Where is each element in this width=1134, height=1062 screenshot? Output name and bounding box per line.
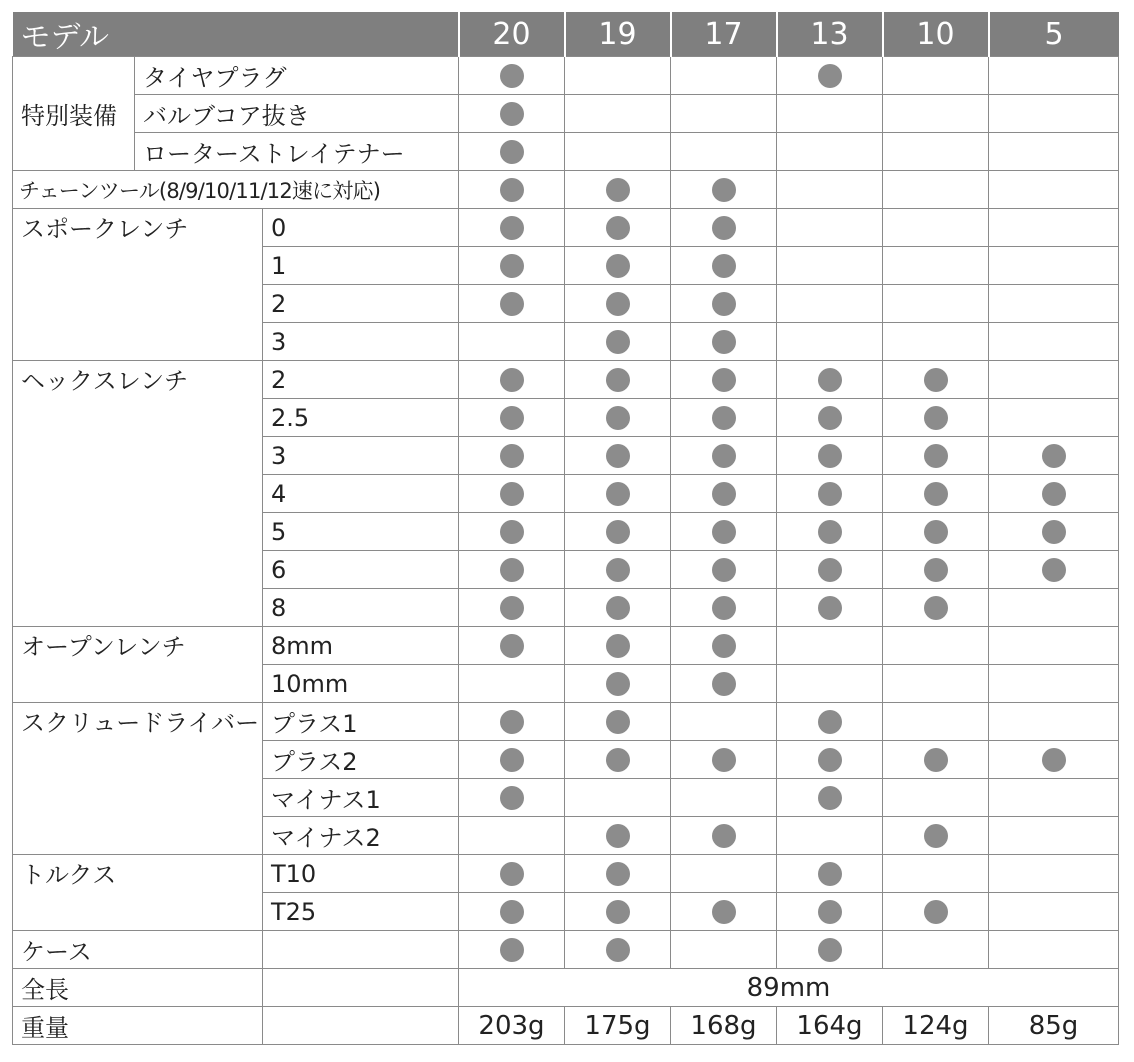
mark-cell [989,399,1119,437]
filled-dot-icon [606,216,630,240]
mark-cell [883,57,989,95]
mark-cell [459,551,565,589]
mark-cell [989,665,1119,703]
item-label: 10mm [263,665,459,703]
mark-cell [777,361,883,399]
mark-cell [989,893,1119,931]
mark-cell [671,133,777,171]
filled-dot-icon [712,558,736,582]
mark-cell [989,551,1119,589]
filled-dot-icon [500,520,524,544]
filled-dot-icon [924,444,948,468]
mark-cell [989,361,1119,399]
mark-cell [459,247,565,285]
filled-dot-icon [712,444,736,468]
filled-dot-icon [924,368,948,392]
mark-cell [777,171,883,209]
mark-cell [459,361,565,399]
mark-cell [565,893,671,931]
filled-dot-icon [500,900,524,924]
mark-cell [777,779,883,817]
filled-dot-icon [606,330,630,354]
model-column-header: 10 [883,12,989,57]
filled-dot-icon [606,406,630,430]
mark-cell [989,171,1119,209]
mark-cell [883,133,989,171]
mark-cell [565,361,671,399]
mark-cell [989,589,1119,627]
mark-cell [459,931,565,969]
mark-cell [883,399,989,437]
filled-dot-icon [1042,444,1066,468]
mark-cell [459,95,565,133]
mark-cell [883,285,989,323]
weight-value: 175g [565,1007,671,1045]
filled-dot-icon [818,406,842,430]
filled-dot-icon [712,634,736,658]
item-label: 3 [263,323,459,361]
mark-cell [565,57,671,95]
filled-dot-icon [500,558,524,582]
filled-dot-icon [500,102,524,126]
filled-dot-icon [712,520,736,544]
mark-cell [989,57,1119,95]
filled-dot-icon [500,406,524,430]
mark-cell [565,513,671,551]
mark-cell [989,741,1119,779]
model-header: モデル [13,12,459,57]
mark-cell [459,589,565,627]
filled-dot-icon [712,216,736,240]
length-row [13,969,1119,1007]
mark-cell [671,209,777,247]
filled-dot-icon [818,368,842,392]
mark-cell [777,323,883,361]
filled-dot-icon [818,938,842,962]
table-row [13,361,1119,399]
category-label: トルクス [13,855,263,931]
filled-dot-icon [500,254,524,278]
mark-cell [671,703,777,741]
spec-table [12,12,1119,1045]
mark-cell [671,399,777,437]
item-label: T25 [263,893,459,931]
mark-cell [565,171,671,209]
mark-cell [565,475,671,513]
mark-cell [883,171,989,209]
mark-cell [565,399,671,437]
mark-cell [989,95,1119,133]
mark-cell [459,817,565,855]
mark-cell [671,817,777,855]
filled-dot-icon [924,900,948,924]
item-label: プラス1 [263,703,459,741]
mark-cell [777,931,883,969]
item-label: 6 [263,551,459,589]
mark-cell [777,703,883,741]
mark-cell [565,627,671,665]
filled-dot-icon [500,862,524,886]
filled-dot-icon [606,710,630,734]
filled-dot-icon [606,938,630,962]
item-label: 8 [263,589,459,627]
mark-cell [989,779,1119,817]
mark-cell [777,399,883,437]
mark-cell [883,703,989,741]
item-label: 1 [263,247,459,285]
mark-cell [989,247,1119,285]
category-label: ヘックスレンチ [13,361,263,627]
mark-cell [671,475,777,513]
mark-cell [671,513,777,551]
category-label: スクリュードライバー [13,703,263,855]
item-label: T10 [263,855,459,893]
mark-cell [883,95,989,133]
filled-dot-icon [606,444,630,468]
item-label [263,931,459,969]
empty-cell [263,1007,459,1045]
mark-cell [777,285,883,323]
mark-cell [459,665,565,703]
filled-dot-icon [606,254,630,278]
length-label: 全長 [13,969,263,1007]
category-label: ケース [13,931,263,969]
mark-cell [671,95,777,133]
filled-dot-icon [606,900,630,924]
filled-dot-icon [606,748,630,772]
mark-cell [777,133,883,171]
filled-dot-icon [500,140,524,164]
mark-cell [565,285,671,323]
filled-dot-icon [818,862,842,886]
mark-cell [989,209,1119,247]
filled-dot-icon [500,482,524,506]
filled-dot-icon [924,482,948,506]
item-label: 2.5 [263,399,459,437]
filled-dot-icon [606,862,630,886]
item-label: 4 [263,475,459,513]
item-label: 3 [263,437,459,475]
table-row [13,209,1119,247]
filled-dot-icon [712,368,736,392]
mark-cell [883,855,989,893]
model-column-header: 13 [777,12,883,57]
filled-dot-icon [500,178,524,202]
mark-cell [777,57,883,95]
mark-cell [777,817,883,855]
filled-dot-icon [1042,520,1066,544]
mark-cell [883,209,989,247]
length-value: 89mm [459,969,1119,1007]
filled-dot-icon [924,558,948,582]
weight-label: 重量 [13,1007,263,1045]
filled-dot-icon [500,216,524,240]
mark-cell [883,627,989,665]
filled-dot-icon [500,748,524,772]
item-label: 0 [263,209,459,247]
category-label: チェーンツール(8/9/10/11/12速に対応) [13,171,459,209]
mark-cell [777,741,883,779]
model-column-header: 19 [565,12,671,57]
mark-cell [883,475,989,513]
filled-dot-icon [500,368,524,392]
filled-dot-icon [712,824,736,848]
header-row [13,12,1119,57]
filled-dot-icon [712,254,736,278]
item-label: タイヤプラグ [135,57,459,95]
weight-value: 164g [777,1007,883,1045]
filled-dot-icon [606,634,630,658]
mark-cell [671,171,777,209]
filled-dot-icon [924,748,948,772]
mark-cell [777,437,883,475]
table-row [13,95,1119,133]
filled-dot-icon [924,406,948,430]
mark-cell [565,133,671,171]
item-label: 5 [263,513,459,551]
mark-cell [989,703,1119,741]
mark-cell [671,627,777,665]
mark-cell [671,589,777,627]
mark-cell [459,437,565,475]
mark-cell [883,247,989,285]
weight-value: 168g [671,1007,777,1045]
filled-dot-icon [818,748,842,772]
mark-cell [459,171,565,209]
mark-cell [565,703,671,741]
filled-dot-icon [606,672,630,696]
mark-cell [671,285,777,323]
mark-cell [671,57,777,95]
filled-dot-icon [500,634,524,658]
mark-cell [565,209,671,247]
model-column-header: 17 [671,12,777,57]
filled-dot-icon [606,368,630,392]
table-row [13,133,1119,171]
filled-dot-icon [712,178,736,202]
mark-cell [989,627,1119,665]
mark-cell [989,475,1119,513]
table-row [13,931,1119,969]
mark-cell [671,893,777,931]
mark-cell [777,95,883,133]
filled-dot-icon [1042,482,1066,506]
filled-dot-icon [712,406,736,430]
filled-dot-icon [500,596,524,620]
empty-cell [263,969,459,1007]
mark-cell [989,285,1119,323]
table-row [13,855,1119,893]
mark-cell [777,513,883,551]
filled-dot-icon [606,292,630,316]
mark-cell [565,323,671,361]
item-label: マイナス1 [263,779,459,817]
filled-dot-icon [500,64,524,88]
mark-cell [565,855,671,893]
mark-cell [565,741,671,779]
item-label: バルブコア抜き [135,95,459,133]
filled-dot-icon [712,672,736,696]
filled-dot-icon [924,520,948,544]
mark-cell [671,931,777,969]
mark-cell [777,627,883,665]
filled-dot-icon [818,520,842,544]
mark-cell [777,247,883,285]
mark-cell [883,437,989,475]
mark-cell [883,779,989,817]
filled-dot-icon [500,710,524,734]
mark-cell [989,513,1119,551]
filled-dot-icon [818,710,842,734]
mark-cell [459,893,565,931]
mark-cell [777,551,883,589]
mark-cell [565,589,671,627]
filled-dot-icon [606,824,630,848]
mark-cell [883,589,989,627]
mark-cell [565,437,671,475]
mark-cell [671,361,777,399]
mark-cell [777,589,883,627]
mark-cell [671,741,777,779]
filled-dot-icon [606,520,630,544]
filled-dot-icon [818,444,842,468]
mark-cell [459,627,565,665]
mark-cell [565,95,671,133]
mark-cell [777,475,883,513]
item-label: マイナス2 [263,817,459,855]
item-label: プラス2 [263,741,459,779]
mark-cell [565,665,671,703]
weight-value: 124g [883,1007,989,1045]
mark-cell [671,855,777,893]
mark-cell [989,437,1119,475]
weight-value: 203g [459,1007,565,1045]
filled-dot-icon [924,824,948,848]
mark-cell [671,779,777,817]
table-row [13,57,1119,95]
filled-dot-icon [606,178,630,202]
filled-dot-icon [712,596,736,620]
category-label: 特別装備 [13,57,135,171]
mark-cell [989,323,1119,361]
mark-cell [459,475,565,513]
mark-cell [459,779,565,817]
filled-dot-icon [818,596,842,620]
table-row [13,171,1119,209]
model-column-header: 5 [989,12,1119,57]
mark-cell [459,855,565,893]
item-label: ローターストレイテナー [135,133,459,171]
filled-dot-icon [1042,558,1066,582]
mark-cell [459,513,565,551]
mark-cell [883,361,989,399]
weight-row [13,1007,1119,1045]
item-label: 2 [263,361,459,399]
filled-dot-icon [712,900,736,924]
mark-cell [459,133,565,171]
mark-cell [989,931,1119,969]
mark-cell [883,551,989,589]
mark-cell [777,855,883,893]
mark-cell [565,247,671,285]
mark-cell [671,323,777,361]
mark-cell [777,893,883,931]
mark-cell [565,551,671,589]
item-label: 8mm [263,627,459,665]
mark-cell [883,741,989,779]
mark-cell [989,133,1119,171]
mark-cell [883,513,989,551]
filled-dot-icon [924,596,948,620]
mark-cell [883,665,989,703]
item-label: 2 [263,285,459,323]
filled-dot-icon [1042,748,1066,772]
filled-dot-icon [818,558,842,582]
filled-dot-icon [818,786,842,810]
mark-cell [459,703,565,741]
table-row [13,627,1119,665]
mark-cell [459,209,565,247]
filled-dot-icon [500,292,524,316]
weight-value: 85g [989,1007,1119,1045]
mark-cell [883,323,989,361]
mark-cell [671,437,777,475]
filled-dot-icon [818,900,842,924]
mark-cell [459,57,565,95]
mark-cell [671,247,777,285]
filled-dot-icon [818,64,842,88]
spec-body [13,57,1119,1045]
filled-dot-icon [606,596,630,620]
mark-cell [565,779,671,817]
mark-cell [565,931,671,969]
mark-cell [459,741,565,779]
mark-cell [883,893,989,931]
filled-dot-icon [606,482,630,506]
mark-cell [989,817,1119,855]
filled-dot-icon [712,330,736,354]
mark-cell [883,817,989,855]
mark-cell [671,551,777,589]
filled-dot-icon [712,292,736,316]
mark-cell [989,855,1119,893]
mark-cell [459,399,565,437]
mark-cell [777,665,883,703]
mark-cell [459,285,565,323]
filled-dot-icon [712,748,736,772]
model-column-header: 20 [459,12,565,57]
mark-cell [883,931,989,969]
filled-dot-icon [500,444,524,468]
filled-dot-icon [606,558,630,582]
category-label: オープンレンチ [13,627,263,703]
category-label: スポークレンチ [13,209,263,361]
filled-dot-icon [500,786,524,810]
filled-dot-icon [818,482,842,506]
mark-cell [459,323,565,361]
filled-dot-icon [500,938,524,962]
mark-cell [777,209,883,247]
table-row [13,703,1119,741]
filled-dot-icon [712,482,736,506]
mark-cell [671,665,777,703]
mark-cell [565,817,671,855]
